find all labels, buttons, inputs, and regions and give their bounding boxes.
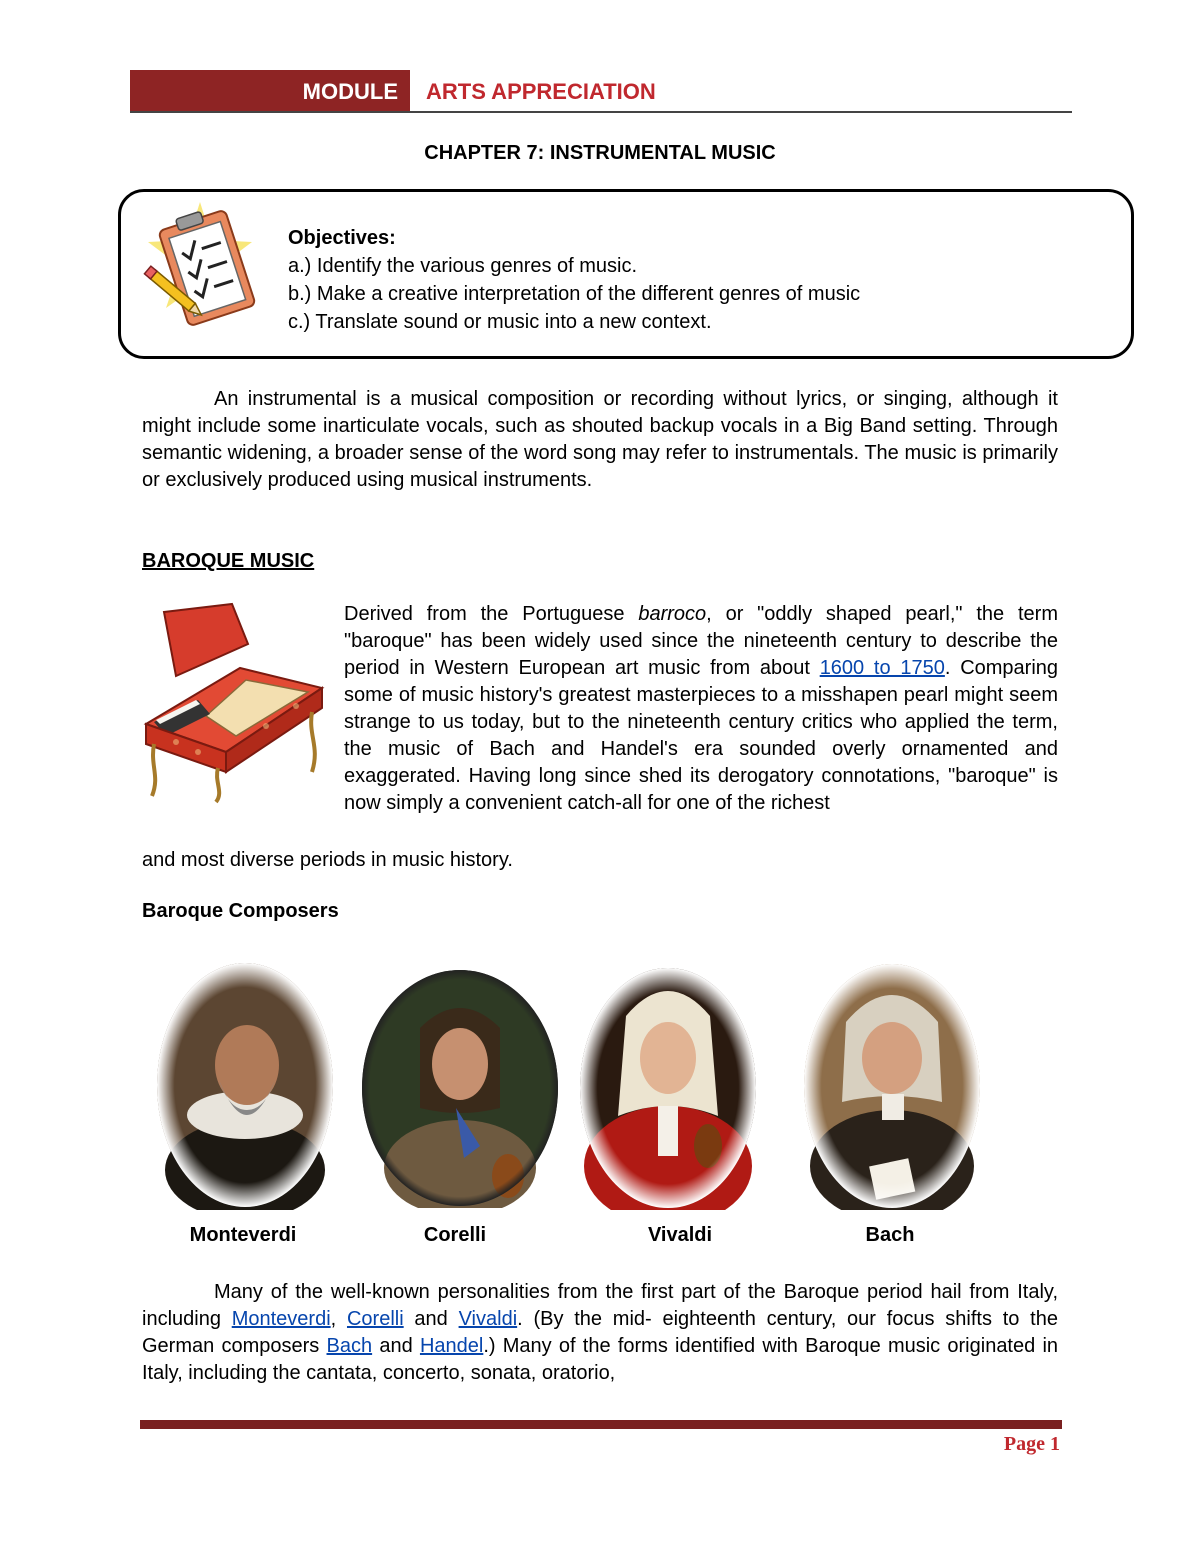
closing-paragraph (142, 1279, 1058, 1387)
header-module-label: MODULE (302, 79, 398, 104)
clipboard-checklist-icon (140, 200, 260, 335)
closing-text: and (403, 1308, 459, 1330)
baroque-paragraph (344, 601, 1058, 817)
vivaldi-link[interactable]: Vivaldi (458, 1308, 518, 1330)
corelli-link[interactable]: Corelli (346, 1308, 404, 1330)
monteverdi-link[interactable]: Monteverdi (231, 1308, 331, 1330)
objective-item: b.) Make a creative interpretation of the different genres of music (288, 283, 861, 305)
objectives-list (288, 224, 860, 336)
objective-item: a.) Identify the various genres of music. (288, 255, 638, 277)
footer-divider (140, 1420, 1062, 1429)
baroque-italic-term: barroco (638, 603, 707, 625)
header-course-title: ARTS APPRECIATION (426, 79, 656, 104)
composer-name-corelli: Corelli (423, 1224, 487, 1246)
closing-text: .) Many of the forms identified with Baroque music originated in Italy, including the cantata, concerto, sonata, oratorio, (142, 1335, 1059, 1384)
period-link[interactable]: 1600 to 1750 (819, 657, 945, 679)
composer-name-bach: Bach (865, 1224, 915, 1246)
closing-text: , (330, 1308, 347, 1330)
baroque-paragraph-continuation: and most diverse periods in music history. (142, 849, 513, 871)
baroque-heading: BAROQUE MUSIC (142, 550, 315, 572)
page-number: Page 1 (1003, 1433, 1060, 1455)
bach-link[interactable]: Bach (326, 1335, 373, 1357)
baroque-text: , or "oddly shaped pearl," the term "baroque" has been widely used since the nineteenth century to describe the period in Western European art music from about (344, 603, 1058, 679)
closing-text: Many of the well-known personalities from the first part of the Baroque period hail from Italy, including (142, 1281, 1058, 1330)
bach-portrait (802, 962, 982, 1210)
harpsichord-image (136, 596, 332, 806)
header-divider (130, 111, 1072, 113)
handel-link[interactable]: Handel (419, 1335, 484, 1357)
closing-text: . (By the mid- eighteenth century, our focus shifts to the German composers (142, 1308, 1058, 1357)
objective-item: c.) Translate sound or music into a new context. (288, 311, 712, 333)
baroque-text: Derived from the Portuguese (344, 603, 639, 625)
objectives-heading: Objectives: (288, 227, 396, 249)
vivaldi-portrait (578, 966, 758, 1210)
corelli-portrait (360, 968, 560, 1208)
composer-name-monteverdi: Monteverdi (189, 1224, 297, 1246)
monteverdi-portrait (155, 960, 335, 1210)
composers-heading: Baroque Composers (142, 900, 339, 922)
baroque-text: . Comparing some of music history's greatest masterpieces to a misshapen pearl might seem strange to us today, but to the nineteenth century critics who applied the term, the music of Bach and Handel's era sounded overly ornamented and exaggerated. Having long since shed its derogatory connotations, "baroque" is now simply a convenient catch-all for one of the richest (344, 657, 1059, 814)
composer-name-vivaldi: Vivaldi (647, 1224, 713, 1246)
chapter-title: CHAPTER 7: INSTRUMENTAL MUSIC (424, 142, 776, 164)
closing-text: and (372, 1335, 420, 1357)
intro-paragraph: An instrumental is a musical composition or recording without lyrics, or singing, although it might include some inarticulate vocals, such as shouted backup vocals in a Big Band setting. Through semantic widening, a broader sense of the word song may refer to instrumentals. The music is primarily or exclusively produced using musical instruments. (142, 388, 1058, 491)
